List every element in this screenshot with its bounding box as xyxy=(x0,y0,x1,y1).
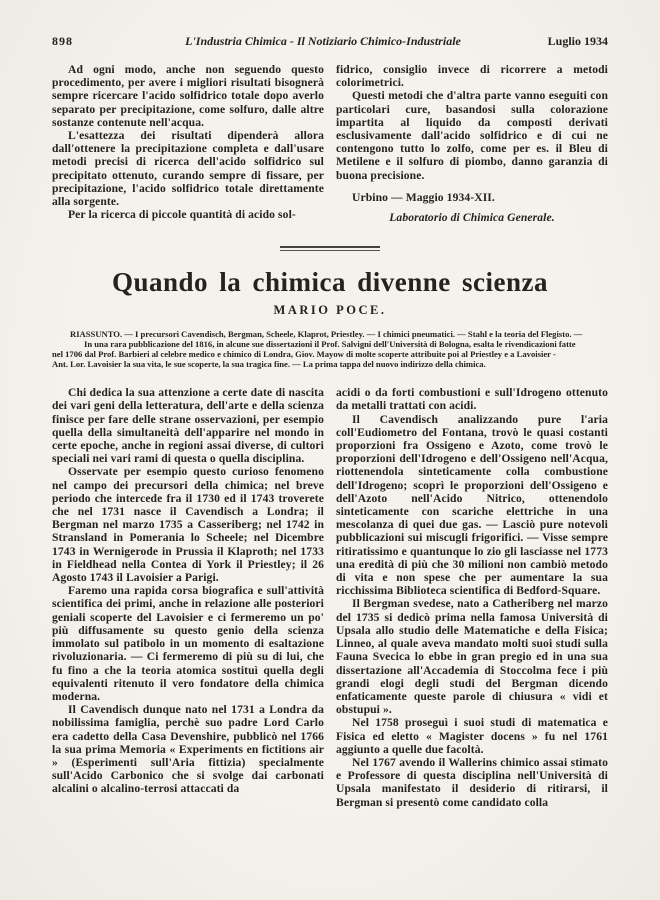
article-paragraph: Il Cavendisch dunque nato nel 1731 a Londra da nobilissima famiglia, perchè suo padre Lord Carlo era cadetto della Casa Devenshire, pubblicò nel 1766 la sua prima Memoria « Experiments en fictitions air » (Esperimenti sull'Aria fittizia) specialmente sull'Acido Carbonico che si svolge dai carbonati alcalini o alcalino-terrosi attaccati da xyxy=(52,703,324,796)
article-paragraph: Il Cavendisch analizzando pure l'aria coll'Eudiometro del Fontana, trovò le quasi costanti proporzioni fra Ossigeno e Azoto, come trovò le proporzioni dell'Idrogeno e dell'Ossigeno nell'Acqua, riottenendola sinteticamente colla combustione dell'Idrogeno; scoprì le proporzioni dell'Ossigeno e dell'Azoto nell'Acido Nitrico, ottenendolo sinteticamente con scariche elettriche in una mescolanza di quei due gas. — Lasciò pure notevoli pubblicazioni sui miscugli frigorifici. — Visse sempre ritiratissimo e quantunque lo zio gli lasciasse nel 1773 una eredità di più che 30 milioni non cambiò metodo di vita e non spese che per aumentare la sua ricchissima Biblioteca scientifica di Bedford-Square. xyxy=(336,412,608,598)
journal-title: L'Industria Chimica - Il Notiziario Chimico-Industriale xyxy=(185,34,461,48)
article-right-column xyxy=(336,386,608,809)
abstract-line: nel 1706 dal Prof. Barbieri al celebre medico e chimico di Londra, Giov. Mayow di molte scoperte attribuite poi al Priestley e a Lavoisier - xyxy=(52,349,556,360)
intro-section xyxy=(52,63,608,224)
article-paragraph: Osservate per esempio questo curioso fenomeno nel campo dei precursori della chimica; nel breve periodo che intercede fra il 1730 ed il 1743 troverete che nel 1731 nasce il Cavendisch a Londra; il Bergman nel marzo 1735 a Casseriberg; nel 1742 in Stransland in Pomerania lo Scheele; nel Dicembre 1743 in Wernigerode in Prussia il Klaproth; nel 1733 in Fieldhead nella Contea di York il Priestley; il 26 Agosto 1743 il Lavoisier a Parigi. xyxy=(52,465,324,585)
article-paragraph: Nel 1758 proseguì i suoi studi di matematica e Fisica ed eletto « Magister docens » fu nel 1761 aggiunto a quelle due facoltà. xyxy=(336,716,608,756)
article-title: Quando la chimica divenne scienza xyxy=(111,267,549,298)
article-body xyxy=(52,386,608,809)
intro-paragraph: L'esattezza dei risultati dipenderà allora dall'ottenere la precipitazione completa e dall'usare metodi precisi di ricerca dell'acido solfidrico sul precipitato ottenuto, curando sempre di fissare, per precipitazione, l'acido solfidrico totale direttamente alla sorgente. xyxy=(52,129,324,209)
abstract-line: In una rara pubblicazione del 1816, in alcune sue dissertazioni il Prof. Salvigni dell'Università di Bologna, esalta le rivendicazioni fatte xyxy=(84,339,576,350)
intro-paragraph: Ad ogni modo, anche non seguendo questo procedimento, per avere i migliori risultati bisognerà sempre ricercare l'acido solfidrico totale dopo averlo separato per precipitazione, come solfuro, dalle altre sostanze contenute nell'acqua. xyxy=(52,63,324,129)
abstract-block xyxy=(52,329,608,369)
intro-paragraph: Per la ricerca di piccole quantità di acido sol- xyxy=(68,208,296,222)
intro-right-column xyxy=(336,63,608,224)
signature: Laboratorio di Chimica Generale. xyxy=(389,211,555,225)
page-header xyxy=(52,34,608,49)
dateline: Urbino — Maggio 1934-XII. xyxy=(352,190,495,204)
section-divider xyxy=(280,246,380,251)
page-number: 898 xyxy=(52,34,73,48)
article-paragraph: Nel 1767 avendo il Wallerins chimico assai stimato e Professore di questa disciplina nell'Università di Upsala manifestato il desiderio di ritirarsi, il Bergman si presentò come candidato colla xyxy=(336,755,608,809)
abstract-line: Ant. Lor. Lavoisier la sua vita, le sue scoperte, la sua tragica fine. — La prima tappa del nuovo indirizzo della chimica. xyxy=(52,359,486,370)
intro-left-column xyxy=(52,63,324,224)
article-paragraph: acidi o da forti combustioni e sull'Idrogeno ottenuto da metalli trattati con acidi. xyxy=(336,386,608,413)
intro-paragraph: fidrico, consiglio invece di ricorrere a metodi colorimetrici. xyxy=(336,63,608,90)
article-paragraph: Il Bergman svedese, nato a Catheriberg nel marzo del 1735 si dedicò prima nella famosa Università di Upsala allo studio delle Matematiche e della Fisica; Linneo, al quale aveva mandato molti suoi studi sulla Fauna Svecica lo ebbe in gran pregio ed in una sua dissertazione all'Accademia di Stoccolma fece i più grandi elogi degli studi del Bergman dicendo enfaticamente queste parole di chiusura « vidi et obstupui ». xyxy=(336,597,608,717)
issue-date: Luglio 1934 xyxy=(547,34,608,48)
intro-paragraph: Questi metodi che d'altra parte vanno eseguiti con particolari cure, basandosi sulla colorazione impartita al liquido da composti derivati esclusivamente dall'acido solfidrico e di cui ne contengono tutto lo zolfo, come per es. il Bleu di Metilene e il solfuro di piombo, danno garanzia di buona precisione. xyxy=(336,89,608,182)
article-paragraph: Faremo una rapida corsa biografica e sull'attività scientifica dei primi, anche in relazione alle posteriori geniali scoperte del Lavoisier e ci fermeremo un po' più diffusamente su questo genio della scienza immolato sul patibolo in un momento di esaltazione rivoluzionaria. — Ci fermeremo di più su di lui, che fu fino a che la teoria atomica sostituì quella degli equivalenti ritenuto il vero fondatore della chimica moderna. xyxy=(52,584,324,703)
abstract-line: RIASSUNTO. — I precursori Cavendisch, Bergman, Scheele, Klaprot, Priestley. — I chimici pneumatici. — Stahl e la teoria del Flegisto. — xyxy=(70,329,583,340)
article-paragraph: Chi dedica la sua attenzione a certe date di nascita dei vari geni della letteratura, dell'arte e della scienza finisce per fare delle strane osservazioni, per esempio quella della simultaneità dell'apparire nel mondo in certe epoche, anche in regioni assai diverse, di cultori speciali nei vari rami di questa o quella disciplina. xyxy=(52,386,324,466)
article-author: MARIO POCE. xyxy=(273,303,387,318)
article-left-column xyxy=(52,386,324,809)
